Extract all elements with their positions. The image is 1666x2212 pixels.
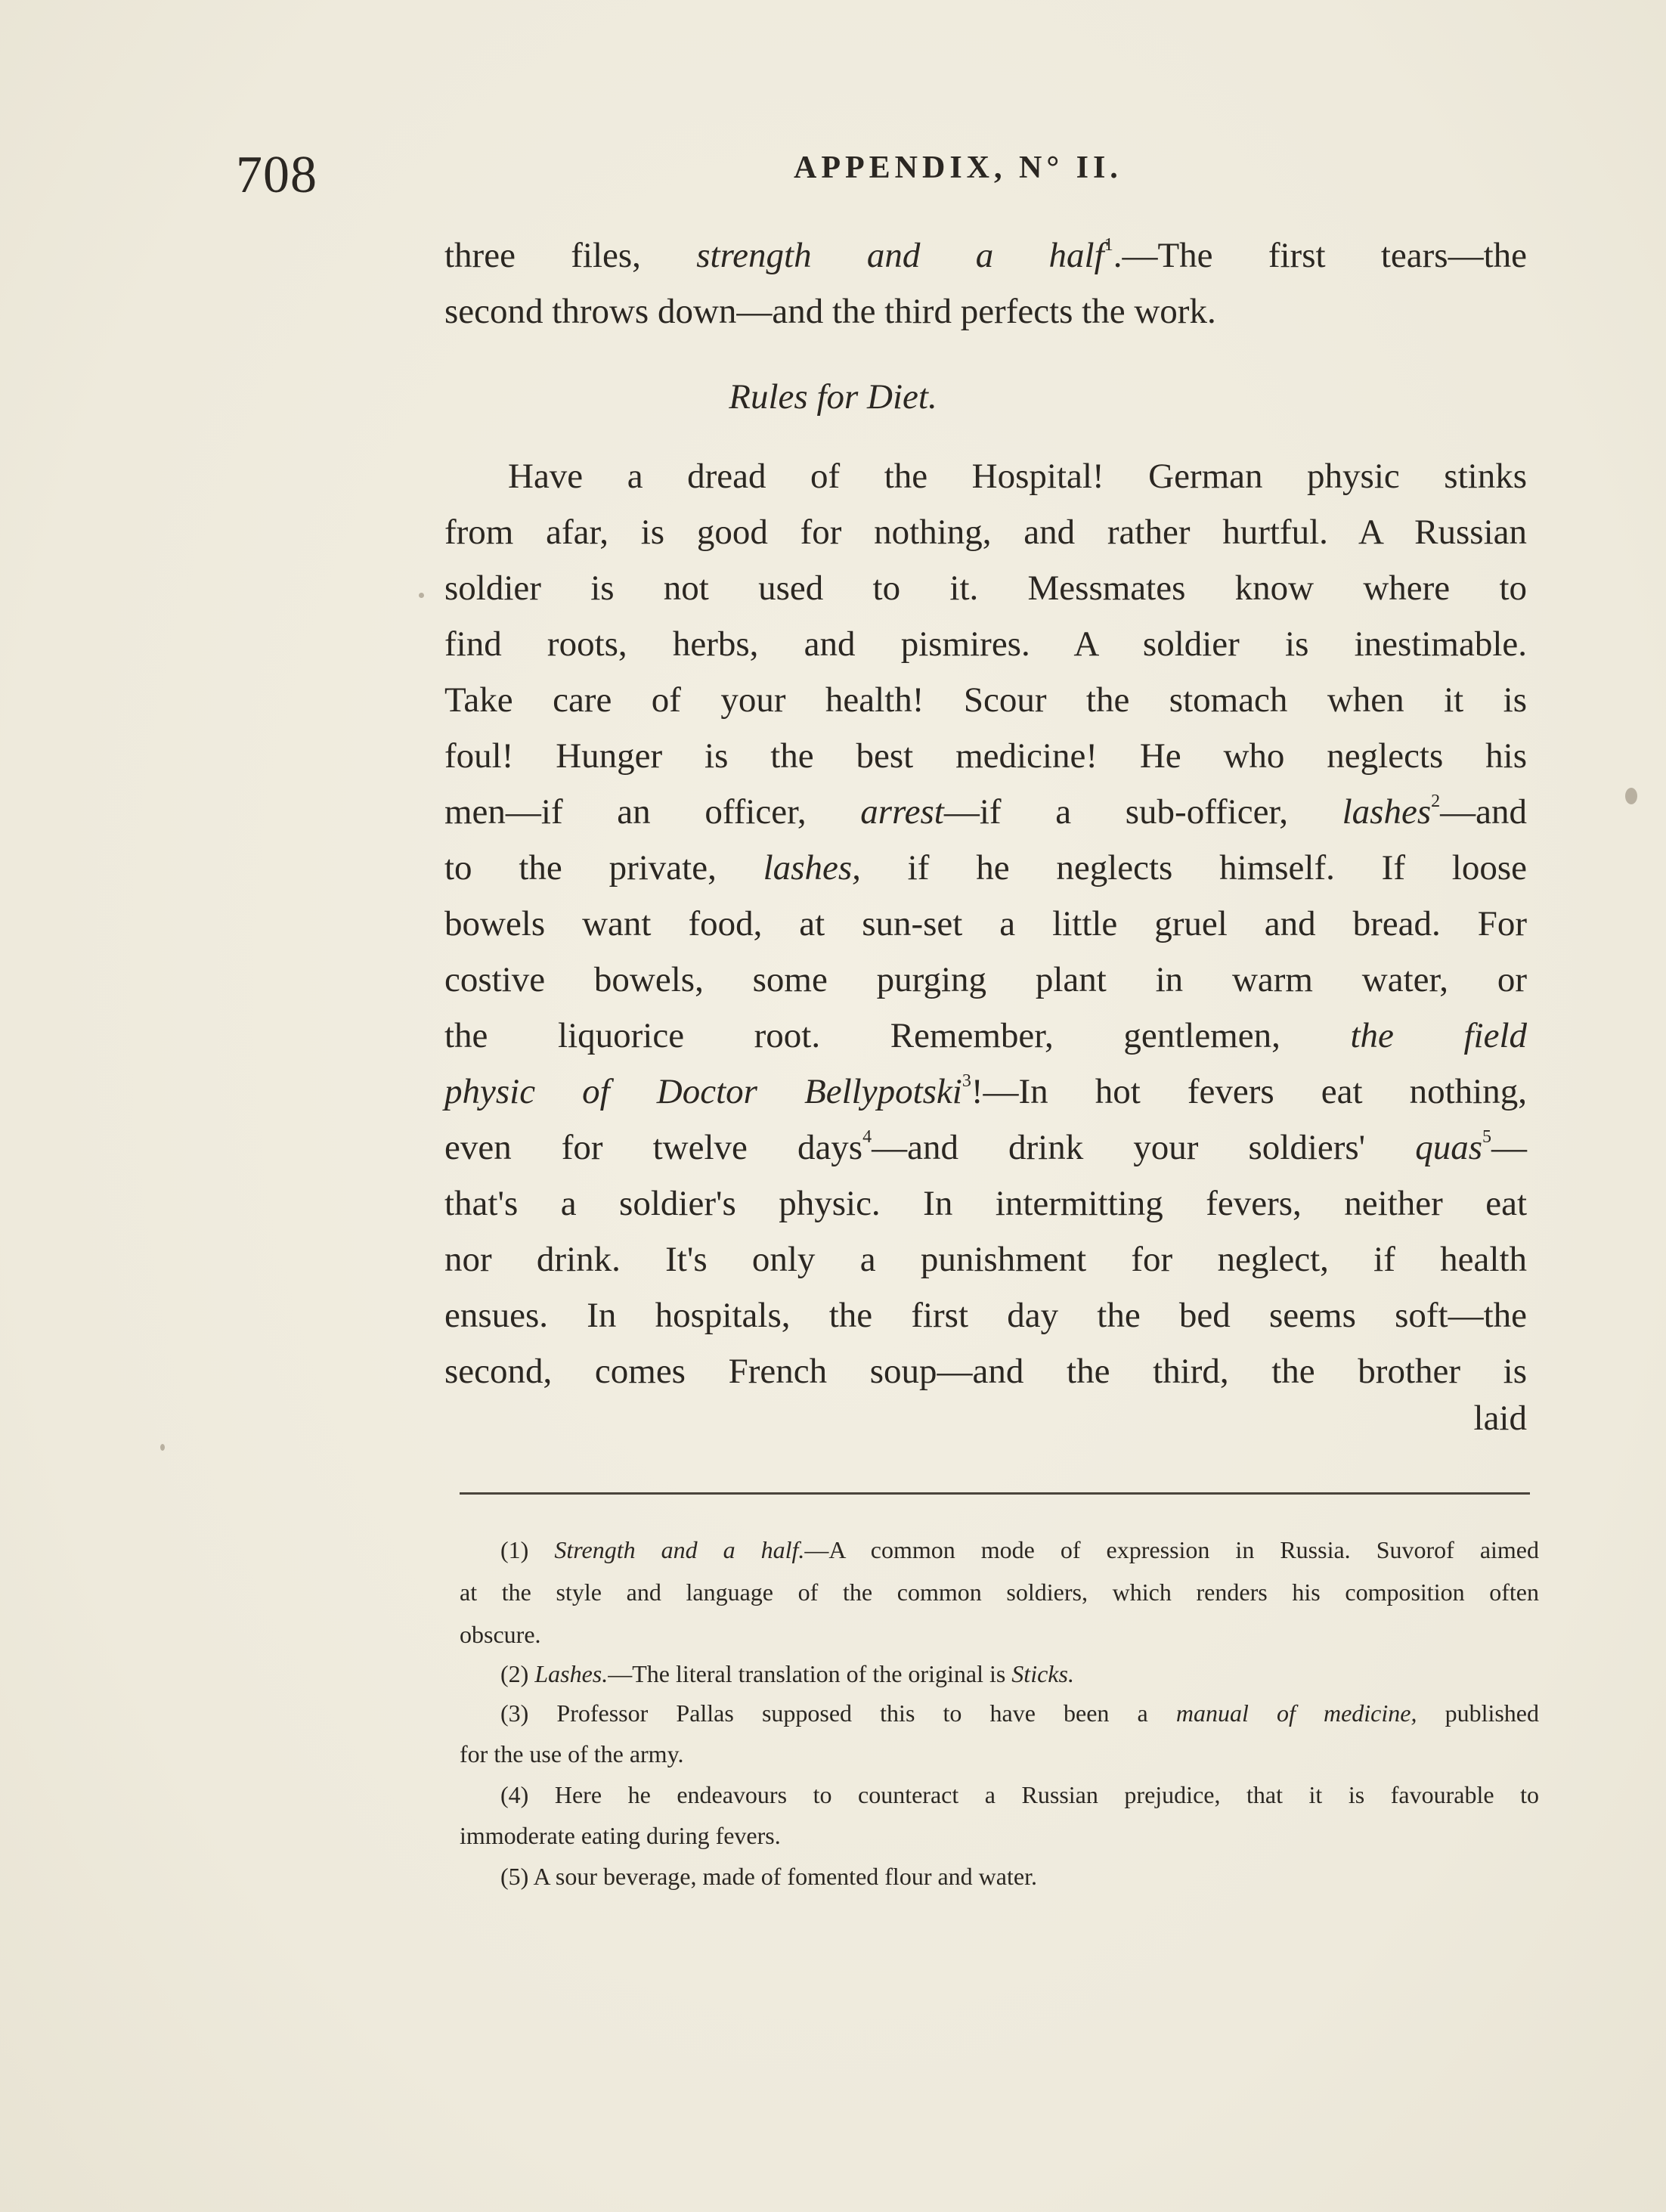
section-heading: Rules for Diet. [729,377,937,417]
text-line: that's a soldier's physic. In intermitting fevers, neither eat [444,1184,1527,1223]
text-line: find roots, herbs, and pismires. A soldier is inestimable. [444,624,1527,664]
page-number: 708 [236,146,317,204]
text-line: foul! Hunger is the best medicine! He who neglects his [444,736,1527,776]
text-line: even for twelve days$^4$—and drink your soldiers' quas$^5$— [444,1127,1527,1167]
text-line: second throws down—and the third perfects the work. [444,292,1216,331]
text-line: Take care of your health! Scour the stomach when it is [444,680,1527,720]
footnote-1-line: at the style and language of the common soldiers, which renders his composition often [460,1578,1539,1606]
paper-speck [419,593,424,598]
text-line: nor drink. It's only a punishment for neglect, if health [444,1240,1527,1279]
text-line: ensues. In hospitals, the first day the bed seems soft—the [444,1296,1527,1335]
footnote-3: (3) Professor Pallas supposed this to have been a manual of medicine, published [500,1699,1540,1727]
footnote-rule [460,1492,1530,1495]
text-line: second, comes French soup—and the third, the brother is [444,1352,1527,1391]
text-line: bowels want food, at sun-set a little gruel and bread. For [444,904,1527,943]
text-line: three files, strength and a half$^1$.—The first tears—the [444,235,1528,275]
paper-speck [160,1444,165,1451]
text-line: physic of Doctor Bellypotski$^3$!—In hot fevers eat nothing, [444,1071,1527,1111]
footnote-1-line: obscure. [460,1621,541,1648]
footnote-1: (1) Strength and a half.—A common mode of expression in Russia. Suvorof aimed [500,1536,1539,1563]
text-line: Have a dread of the Hospital! German physic stinks [508,457,1527,496]
text-line: soldier is not used to it. Messmates know where to [444,568,1527,608]
footnote-4-line: immoderate eating during fevers. [460,1822,781,1849]
paper-speck [1625,788,1637,804]
text-line: from afar, is good for nothing, and rather hurtful. A Russian [444,513,1527,552]
text-line: costive bowels, some purging plant in warm water, or [444,960,1527,999]
text-line: men—if an officer, arrest—if a sub-officer, lashes$^2$—and [444,792,1527,832]
text-line: the liquorice root. Remember, gentlemen, the field [444,1016,1527,1055]
footnote-2: (2) Lashes.—The literal translation of the original is Sticks. [500,1660,1074,1687]
running-head: APPENDIX, N° II. [794,150,1123,185]
footnote-3-line: for the use of the army. [460,1740,684,1767]
catchword: laid [1473,1399,1527,1438]
text-line: to the private, lashes, if he neglects himself. If loose [444,848,1527,888]
footnote-4: (4) Here he endeavours to counteract a Russian prejudice, that it is favourable to [500,1781,1539,1808]
footnote-5: (5) A sour beverage, made of fomented flour and water. [500,1863,1037,1890]
